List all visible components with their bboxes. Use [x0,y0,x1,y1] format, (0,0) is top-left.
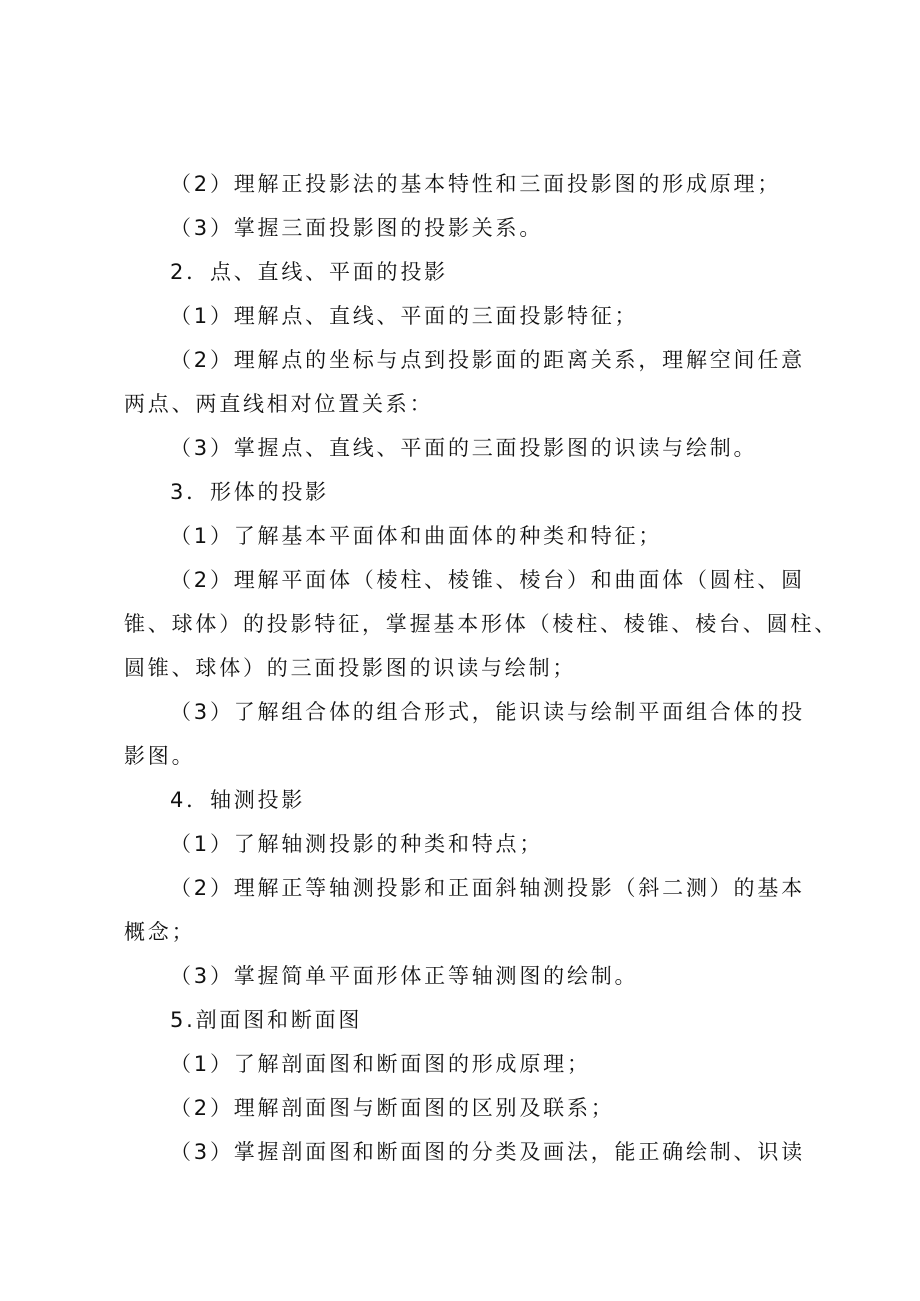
list-item-solid-projection: （2）理解平面体（棱柱、棱锥、棱台）和曲面体（圆柱、圆 [170,568,805,592]
paragraph-continuation: 概念； [124,920,196,944]
list-item-coordinates: （2）理解点的坐标与点到投影面的距离关系，理解空间任意 [170,348,805,372]
list-item-section-classification: （3）掌握剖面图和断面图的分类及画法，能正确绘制、识读 [170,1140,805,1164]
section-heading-5: 5.剖面图和断面图 [170,1008,363,1032]
paragraph-continuation: 影图。 [124,744,196,768]
list-item-point-line-plane: （1）理解点、直线、平面的三面投影特征； [170,304,639,328]
list-item-solid-types: （1）了解基本平面体和曲面体的种类和特征； [170,524,663,548]
list-item-section-principles: （1）了解剖面图和断面图的形成原理； [170,1052,591,1076]
list-item-axonometric-concepts: （2）理解正等轴测投影和正面斜轴测投影（斜二测）的基本 [170,876,805,900]
paragraph-continuation: 圆锥、球体）的三面投影图的识读与绘制； [124,656,577,680]
list-item-section-differences: （2）理解剖面图与断面图的区别及联系； [170,1096,615,1120]
paragraph-continuation: 锥、球体）的投影特征，掌握基本形体（棱柱、棱锥、棱台、圆柱、 [124,612,838,636]
section-heading-4: 4．轴测投影 [170,788,306,812]
list-item-isometric-drawing: （3）掌握简单平面形体正等轴测图的绘制。 [170,964,639,988]
list-item-projection-relations: （3）掌握三面投影图的投影关系。 [170,216,544,240]
section-heading-3: 3．形体的投影 [170,480,329,504]
section-heading-2: 2．点、直线、平面的投影 [170,260,448,284]
list-item-composite-solid: （3）了解组合体的组合形式，能识读与绘制平面组合体的投 [170,700,805,724]
list-item-axonometric-types: （1）了解轴测投影的种类和特点； [170,832,544,856]
list-item-projection-properties: （2）理解正投影法的基本特性和三面投影图的形成原理； [170,172,782,196]
list-item-reading-drawing: （3）掌握点、直线、平面的三面投影图的识读与绘制。 [170,436,758,460]
paragraph-continuation: 两点、两直线相对位置关系： [124,392,434,416]
